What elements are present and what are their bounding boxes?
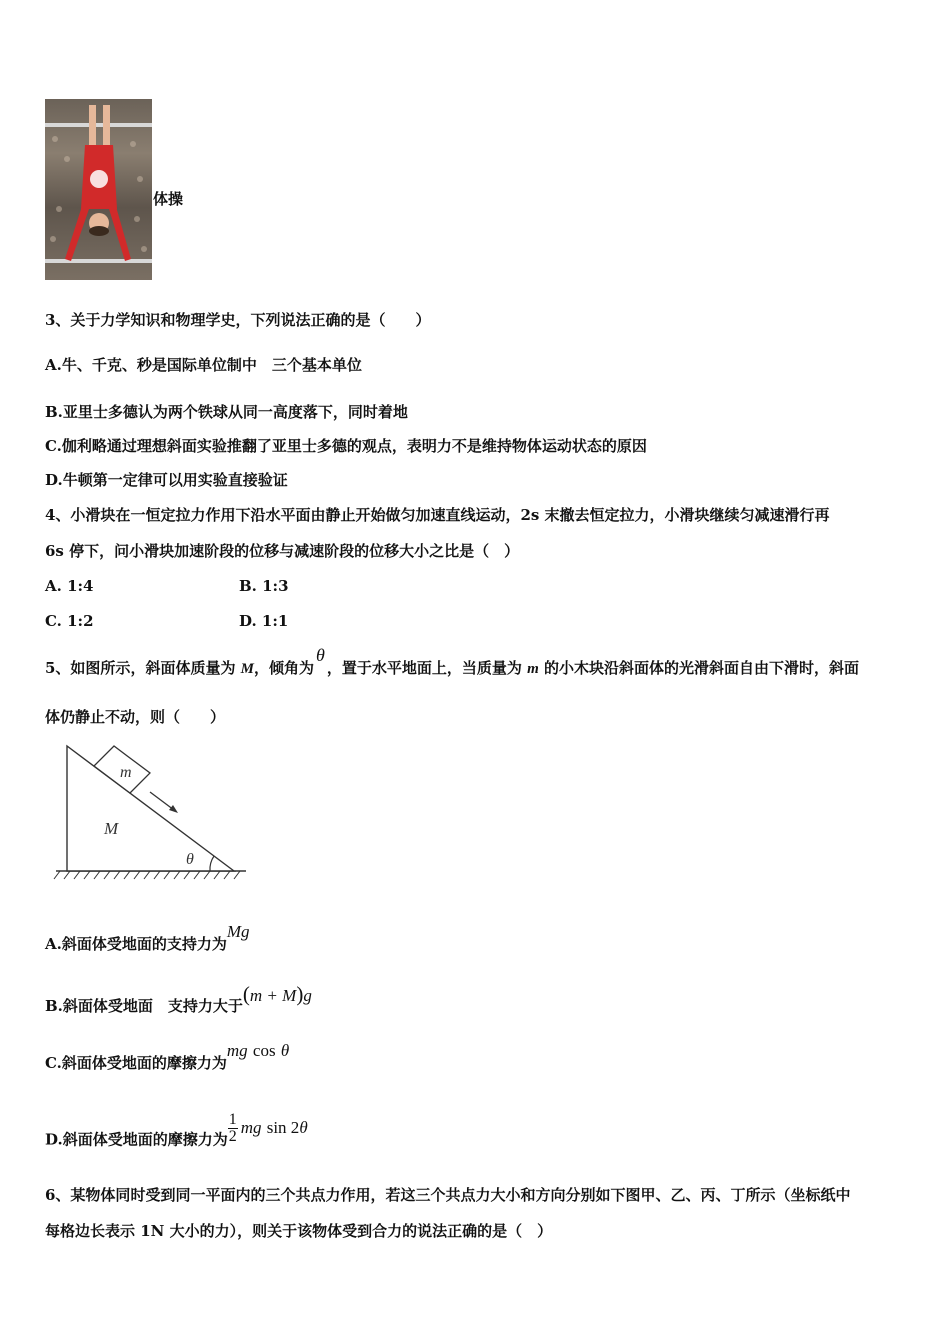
q5-var-M: M [240, 661, 255, 677]
q5-option-b-math [242, 982, 312, 1006]
q4-stem-line2: 6s 停下，问小滑块加速阶段的位移与减速阶段的位移大小之比是（ ） [45, 542, 520, 560]
q6-stem-line1: 6、某物体同时受到同一平面内的三个共点力作用，若这三个共点力大小和方向分别如下图甲、乙、丙、丁所示（坐标纸中 [45, 1186, 851, 1204]
gymnast-figure [45, 99, 152, 280]
q4-option-d: D. 1:1 [239, 612, 289, 630]
q5-stem-line2: 体仍静止不动，则（ ） [45, 708, 226, 726]
q5-option-a-math: Mg [226, 922, 250, 941]
gymnast-photo [45, 99, 152, 280]
q5-stem-line1 [45, 645, 860, 679]
q5-option-a [45, 922, 250, 954]
q3-stem: 3、关于力学知识和物理学史，下列说法正确的是（ ） [45, 311, 431, 329]
q5-stem-part1: 5、如图所示，斜面体质量为 [45, 659, 241, 677]
q5-var-m: m [527, 661, 539, 677]
fraction-numerator: 1 [228, 1111, 237, 1128]
photo-caption: 体操 [153, 190, 184, 208]
label-m: m [120, 764, 132, 781]
q5-option-c [45, 1041, 290, 1073]
q5-option-c-theta: θ [280, 1041, 290, 1060]
q4-option-a: A. 1:4 [45, 577, 94, 595]
q3-option-d: D.牛顿第一定律可以用实验直接验证 [45, 471, 288, 489]
q3-option-a: A.牛、千克、秒是国际单位制中 三个基本单位 [45, 356, 362, 374]
q5-var-theta: θ [316, 645, 325, 665]
q5-option-c-text: C.斜面体受地面的摩擦力为 [45, 1054, 227, 1072]
label-M: M [104, 819, 119, 838]
fraction-half [228, 1112, 238, 1145]
paren-open: ( [242, 982, 250, 1006]
q4-option-b: B. 1:3 [239, 577, 289, 595]
incline-triangle [67, 746, 234, 871]
slide-arrow [150, 792, 174, 810]
ground-hatching [54, 871, 240, 879]
q5-option-b [45, 982, 312, 1016]
q5-option-d-text: D.斜面体受地面的摩擦力为 [45, 1130, 228, 1149]
q5-option-d-sin: sin 2 [266, 1117, 300, 1137]
q5-option-b-g: g [303, 986, 312, 1005]
q5-stem-part2: ，倾角为 [254, 659, 315, 677]
q4-option-c: C. 1:2 [45, 612, 94, 630]
q5-option-b-text: B.斜面体受地面 支持力大于 [45, 997, 243, 1015]
q5-option-d-theta: θ [299, 1117, 308, 1137]
incline-figure [50, 740, 250, 885]
slide-arrow-head [169, 805, 178, 813]
q6-stem-line2: 每格边长表示 1N 大小的力），则关于该物体受到合力的说法正确的是（ ） [45, 1222, 553, 1240]
q5-option-b-inner: m + M [249, 986, 297, 1005]
q5-option-d-mg: mg [240, 1117, 262, 1137]
q5-stem-part3: ，置于水平地面上，当质量为 [326, 659, 528, 677]
q4-stem-line1: 4、小滑块在一恒定拉力作用下沿水平面由静止开始做匀加速直线运动，2s 末撤去恒定拉力，小滑块继续匀减速滑行再 [45, 506, 830, 524]
label-theta: θ [186, 851, 194, 868]
q5-option-c-mg: mg [226, 1041, 248, 1060]
q5-option-a-text: A.斜面体受地面的支持力为 [45, 935, 227, 953]
q5-option-c-cos: cos [252, 1041, 276, 1060]
q3-option-b: B.亚里士多德认为两个铁球从同一高度落下，同时着地 [45, 403, 408, 421]
q5-stem-part4: 的小木块沿斜面体的光滑斜面自由下滑时，斜面 [538, 659, 860, 677]
q5-option-d-math [228, 1111, 308, 1145]
q3-option-c: C.伽利略通过理想斜面实验推翻了亚里士多德的观点，表明力不是维持物体运动状态的原因 [45, 437, 647, 455]
paren-close: ) [296, 982, 304, 1006]
fraction-denominator: 2 [228, 1128, 237, 1145]
q5-option-d [45, 1111, 308, 1157]
q5-option-c-math [227, 1042, 289, 1060]
